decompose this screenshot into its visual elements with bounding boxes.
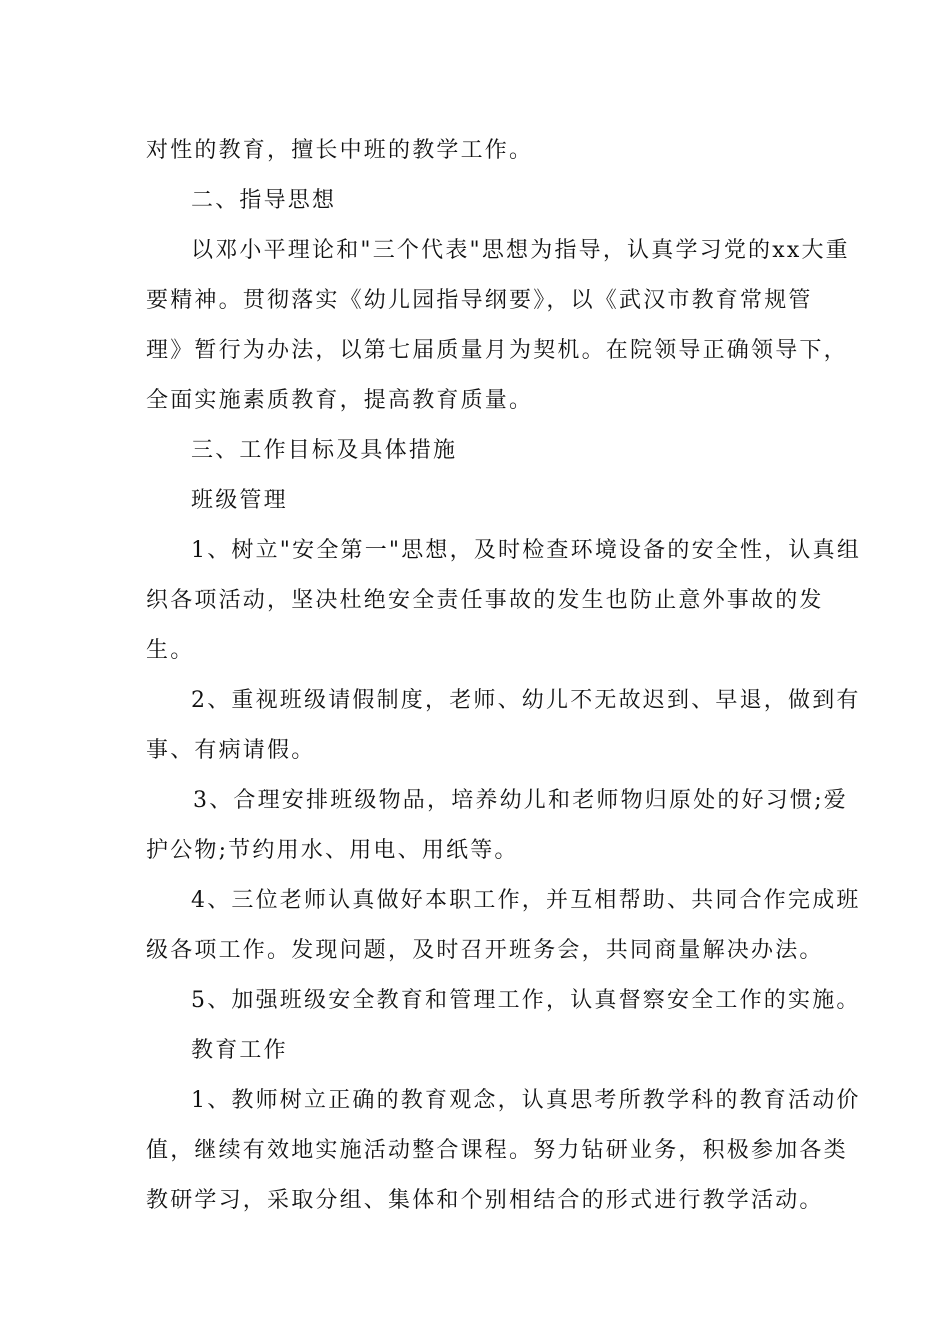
paragraph-line-9: 1、树立"安全第一"思想，及时检查环境设备的安全性，认真组 xyxy=(191,538,862,563)
paragraph-line-6: 全面实施素质教育，提高教育质量。 xyxy=(146,388,534,413)
subheading-class-management: 班级管理 xyxy=(191,488,288,513)
paragraph-line-3: 以邓小平理论和"三个代表"思想为指导，认真学习党的xx大重 xyxy=(191,238,850,263)
paragraph-line-14: 3、合理安排班级物品，培养幼儿和老师物归原处的好习惯;爱 xyxy=(193,788,849,813)
paragraph-line-21: 值，继续有效地实施活动整合课程。努力钻研业务，积极参加各类 xyxy=(146,1138,848,1163)
paragraph-line-22: 教研学习，采取分组、集体和个别相结合的形式进行教学活动。 xyxy=(146,1188,824,1213)
paragraph-line-11: 生。 xyxy=(146,638,195,663)
section-heading-guiding-thought: 二、指导思想 xyxy=(191,188,337,213)
section-heading-goals-measures: 三、工作目标及具体措施 xyxy=(191,438,458,463)
subheading-education-work: 教育工作 xyxy=(191,1038,288,1063)
paragraph-line-13: 事、有病请假。 xyxy=(146,738,316,763)
paragraph-line-17: 级各项工作。发现问题，及时召开班务会，共同商量解决办法。 xyxy=(146,938,824,963)
paragraph-line-20: 1、教师树立正确的教育观念，认真思考所教学科的教育活动价 xyxy=(191,1088,861,1113)
paragraph-line-18: 5、加强班级安全教育和管理工作，认真督察安全工作的实施。 xyxy=(191,988,861,1013)
paragraph-line-1: 对性的教育，擅长中班的教学工作。 xyxy=(146,138,534,163)
paragraph-line-10: 织各项活动，坚决杜绝安全责任事故的发生也防止意外事故的发 xyxy=(146,588,824,613)
paragraph-line-15: 护公物;节约用水、用电、用纸等。 xyxy=(146,838,519,863)
paragraph-line-16: 4、三位老师认真做好本职工作，并互相帮助、共同合作完成班 xyxy=(191,888,861,913)
paragraph-line-5: 理》暂行为办法，以第七届质量月为契机。在院领导正确领导下， xyxy=(146,338,848,363)
paragraph-line-4: 要精神。贯彻落实《幼儿园指导纲要》，以《武汉市教育常规管 xyxy=(146,288,813,313)
paragraph-line-12: 2、重视班级请假制度，老师、幼儿不无故迟到、早退，做到有 xyxy=(191,688,861,713)
